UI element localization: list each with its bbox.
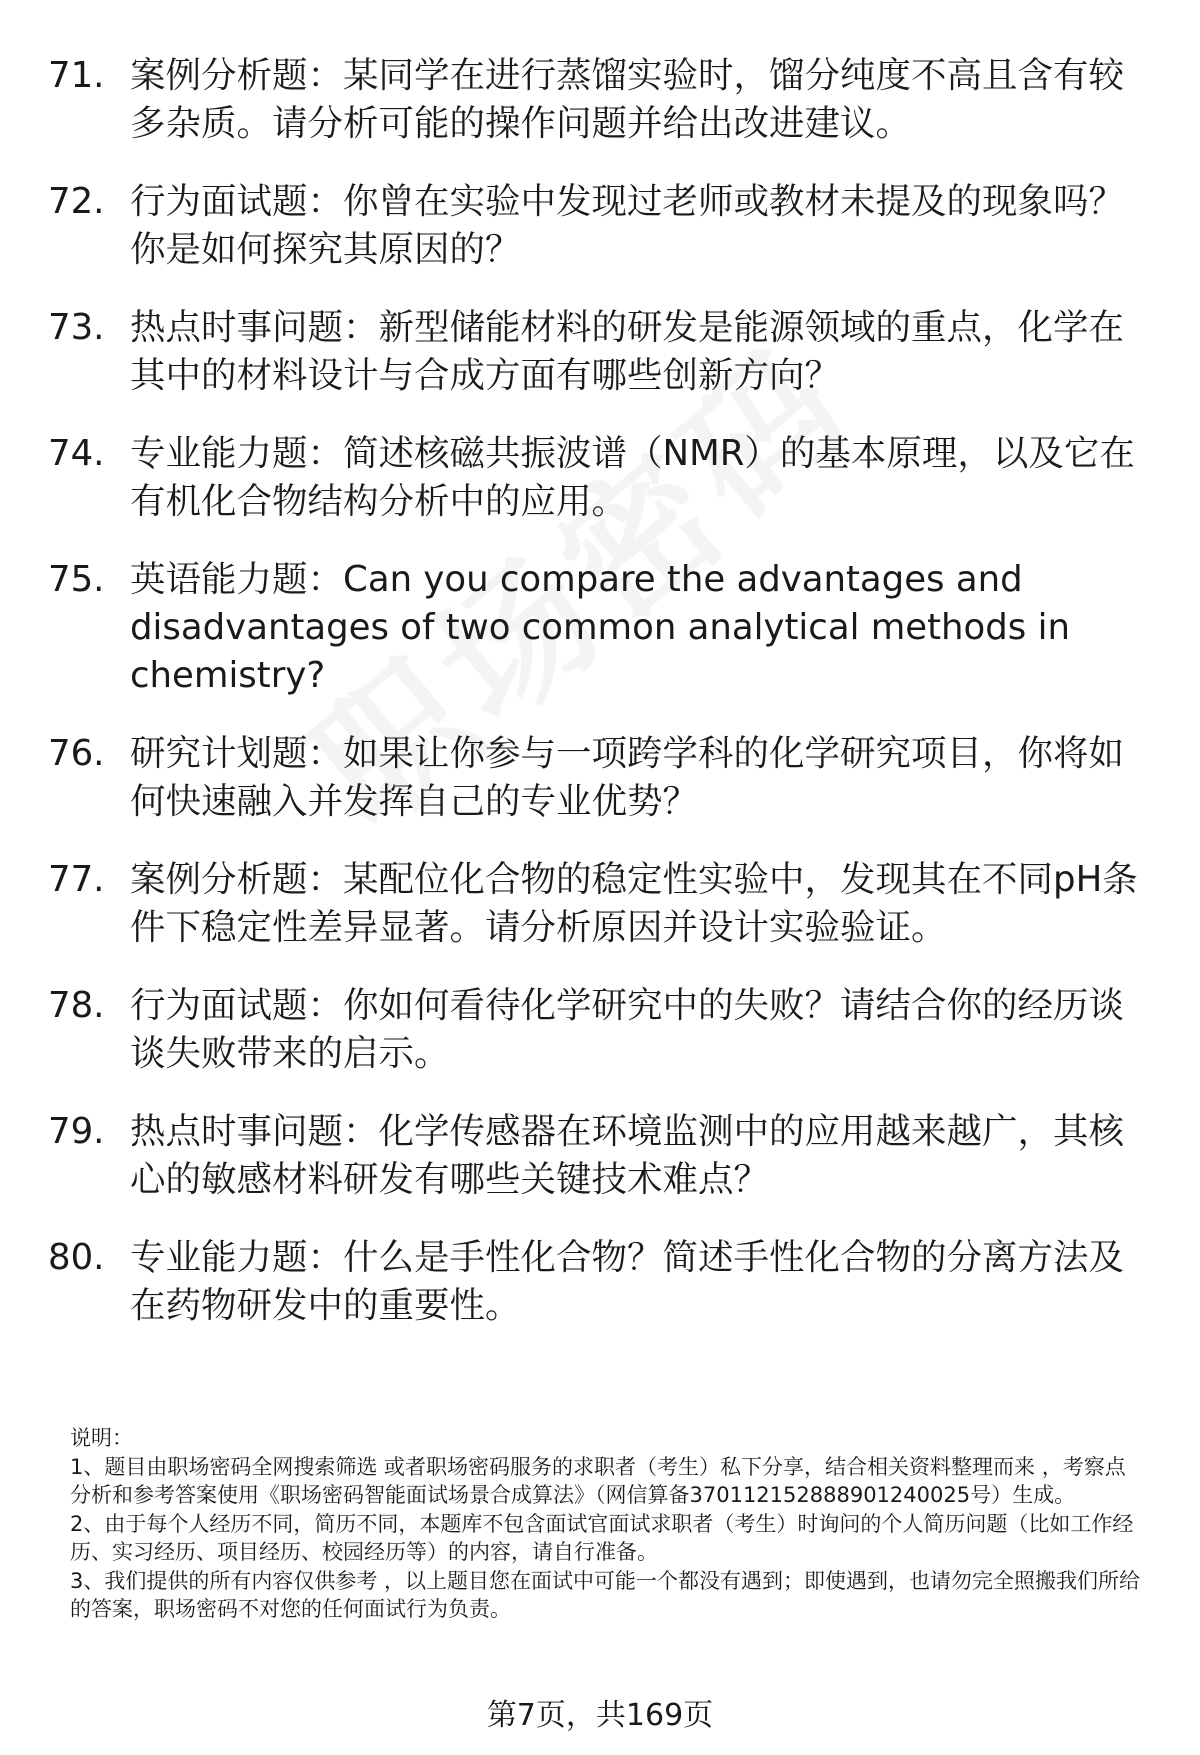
question-number: 79. xyxy=(48,1111,105,1152)
question-text: 专业能力题：什么是手性化合物？简述手性化合物的分离方法及在药物研发中的重要性。 xyxy=(130,1237,1125,1326)
notes-section xyxy=(70,1424,1142,1624)
question-number: 77. xyxy=(48,859,105,900)
question-item xyxy=(48,1108,1158,1204)
question-text: 英语能力题：Can you compare the advantages and disadvantages of two common analytical methods in chemistry? xyxy=(130,559,1070,696)
question-text: 专业能力题：简述核磁共振波谱（NMR）的基本原理，以及它在有机化合物结构分析中的应用。 xyxy=(130,433,1135,522)
question-number: 78. xyxy=(48,985,105,1026)
question-number: 80. xyxy=(48,1237,105,1278)
question-item xyxy=(48,178,1158,274)
question-text: 研究计划题：如果让你参与一项跨学科的化学研究项目，你将如何快速融入并发挥自己的专业优势？ xyxy=(130,733,1125,822)
question-item xyxy=(48,304,1158,400)
question-item xyxy=(48,856,1158,952)
question-number: 75. xyxy=(48,559,105,600)
question-number: 76. xyxy=(48,733,105,774)
question-list xyxy=(48,52,1158,1360)
question-number: 73. xyxy=(48,307,105,348)
question-item xyxy=(48,52,1158,148)
page-footer: 第7页，共169页 xyxy=(486,1698,714,1733)
question-text: 行为面试题：你曾在实验中发现过老师或教材未提及的现象吗？你是如何探究其原因的？ xyxy=(130,181,1125,270)
question-number: 72. xyxy=(48,181,105,222)
question-item xyxy=(48,730,1158,826)
question-item xyxy=(48,556,1158,700)
question-text: 案例分析题：某同学在进行蒸馏实验时，馏分纯度不高且含有较多杂质。请分析可能的操作问题并给出改进建议。 xyxy=(130,55,1125,144)
question-text: 热点时事问题：新型储能材料的研发是能源领域的重点，化学在其中的材料设计与合成方面有哪些创新方向？ xyxy=(130,307,1125,396)
question-text: 行为面试题：你如何看待化学研究中的失败？请结合你的经历谈谈失败带来的启示。 xyxy=(130,985,1125,1074)
question-text: 热点时事问题：化学传感器在环境监测中的应用越来越广，其核心的敏感材料研发有哪些关键技术难点？ xyxy=(130,1111,1125,1200)
question-text: 案例分析题：某配位化合物的稳定性实验中，发现其在不同pH条件下稳定性差异显著。请分析原因并设计实验验证。 xyxy=(130,859,1138,948)
notes-title: 说明： xyxy=(70,1426,133,1450)
question-item xyxy=(48,430,1158,526)
question-item xyxy=(48,982,1158,1078)
question-number: 71. xyxy=(48,55,105,96)
question-item xyxy=(48,1234,1158,1330)
note-item: 2、由于每个人经历不同，简历不同，本题库不包含面试官面试求职者（考生）时询问的个人简历问题（比如工作经历、实习经历、项目经历、校园经历等）的内容，请自行准备。 xyxy=(70,1511,1134,1564)
note-item: 3、我们提供的所有内容仅供参考 ，以上题目您在面试中可能一个都没有遇到；即使遇到，也请勿完全照搬我们所给的答案，职场密码不对您的任何面试行为负责。 xyxy=(70,1568,1141,1621)
question-number: 74. xyxy=(48,433,105,474)
note-item: 1、题目由职场密码全网搜索筛选 或者职场密码服务的求职者（考生）私下分享，结合相关资料整理而来 ，考察点分析和参考答案使用《职场密码智能面试场景合成算法》（网信算备370112152888901240025号）生成。 xyxy=(70,1454,1126,1507)
